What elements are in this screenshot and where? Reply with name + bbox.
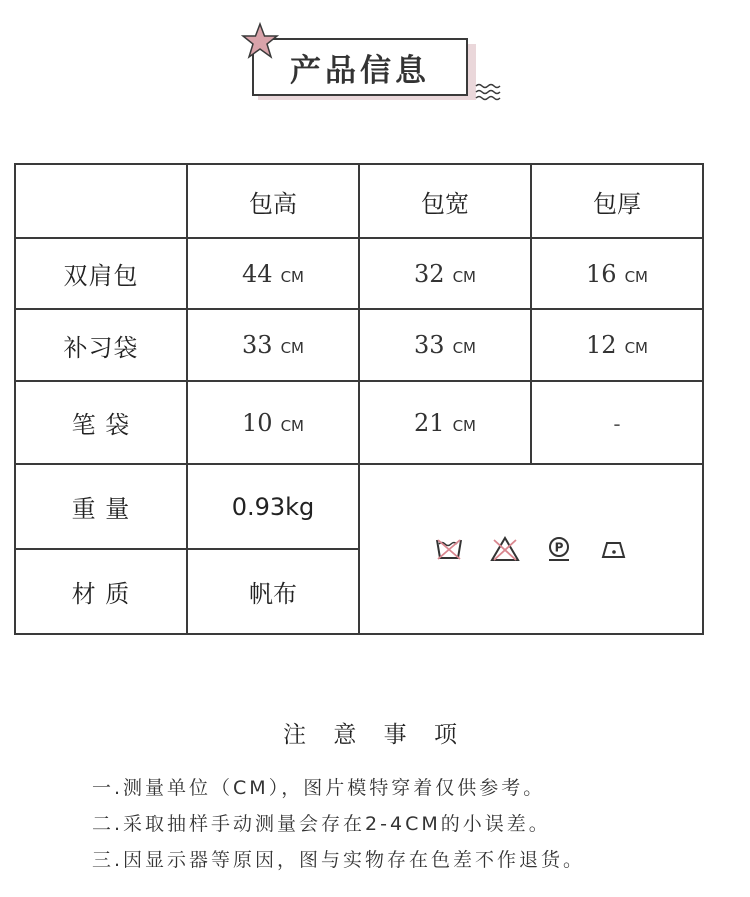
notes-list	[92, 770, 585, 878]
value-unit: CM	[280, 339, 304, 357]
value-unit: CM	[452, 267, 476, 286]
value-cell	[187, 238, 359, 309]
row-label: 笔 袋	[15, 381, 187, 464]
value-number: 12	[586, 331, 617, 359]
value-number: 44	[242, 259, 273, 288]
material-label: 材 质	[15, 549, 187, 634]
table-row	[15, 309, 703, 381]
weight-value: 0.93kg	[187, 464, 359, 549]
spec-table	[14, 163, 704, 635]
value-number: 32	[414, 259, 445, 288]
header-cell-height: 包高	[187, 164, 359, 238]
value-cell	[359, 309, 531, 381]
value-unit: CM	[624, 267, 648, 286]
value-cell	[531, 238, 703, 309]
waves-icon	[474, 82, 502, 102]
care-icons	[360, 536, 702, 562]
header-cell-width: 包宽	[359, 164, 531, 238]
care-symbols-cell	[359, 464, 703, 634]
value-cell	[187, 309, 359, 381]
svg-text:P: P	[554, 540, 564, 555]
notes-title: 注 意 事 项	[283, 722, 467, 748]
title-banner	[238, 22, 508, 108]
table-row	[15, 238, 703, 309]
table-header-row	[15, 164, 703, 238]
no-bleach-icon	[490, 536, 520, 562]
value-number: 33	[414, 331, 445, 359]
weight-row	[15, 464, 703, 549]
value-unit: CM	[624, 339, 648, 357]
value-number: 16	[586, 259, 617, 288]
note-item: 一.测量单位（CM），图片模特穿着仅供参考。	[92, 777, 546, 799]
hand-wash-crossed-icon	[434, 536, 464, 562]
row-label: 补习袋	[15, 309, 187, 381]
header-cell-thickness: 包厚	[531, 164, 703, 238]
weight-label: 重 量	[15, 464, 187, 549]
value-cell	[531, 381, 703, 464]
material-value: 帆布	[187, 549, 359, 634]
note-item: 三.因显示器等原因，图与实物存在色差不作退货。	[92, 849, 586, 871]
value-cell	[531, 309, 703, 381]
note-item: 二.采取抽样手动测量会存在2-4CM的小误差。	[92, 813, 551, 835]
star-icon	[240, 22, 280, 62]
value-cell	[359, 381, 531, 464]
header-cell-empty	[15, 164, 187, 238]
value-number: 21	[414, 408, 445, 437]
page-title: 产品信息	[252, 38, 468, 96]
value-unit: CM	[452, 339, 476, 357]
value-cell	[359, 238, 531, 309]
value-cell	[187, 381, 359, 464]
value-unit: CM	[280, 267, 304, 286]
table-row	[15, 381, 703, 464]
iron-low-heat-icon	[598, 537, 628, 561]
value-empty: -	[613, 411, 621, 436]
value-unit: CM	[452, 416, 476, 435]
row-label: 双肩包	[15, 238, 187, 309]
value-number: 10	[242, 408, 273, 437]
value-unit: CM	[280, 416, 304, 435]
dry-clean-p-icon	[546, 536, 572, 562]
value-number: 33	[242, 331, 273, 359]
